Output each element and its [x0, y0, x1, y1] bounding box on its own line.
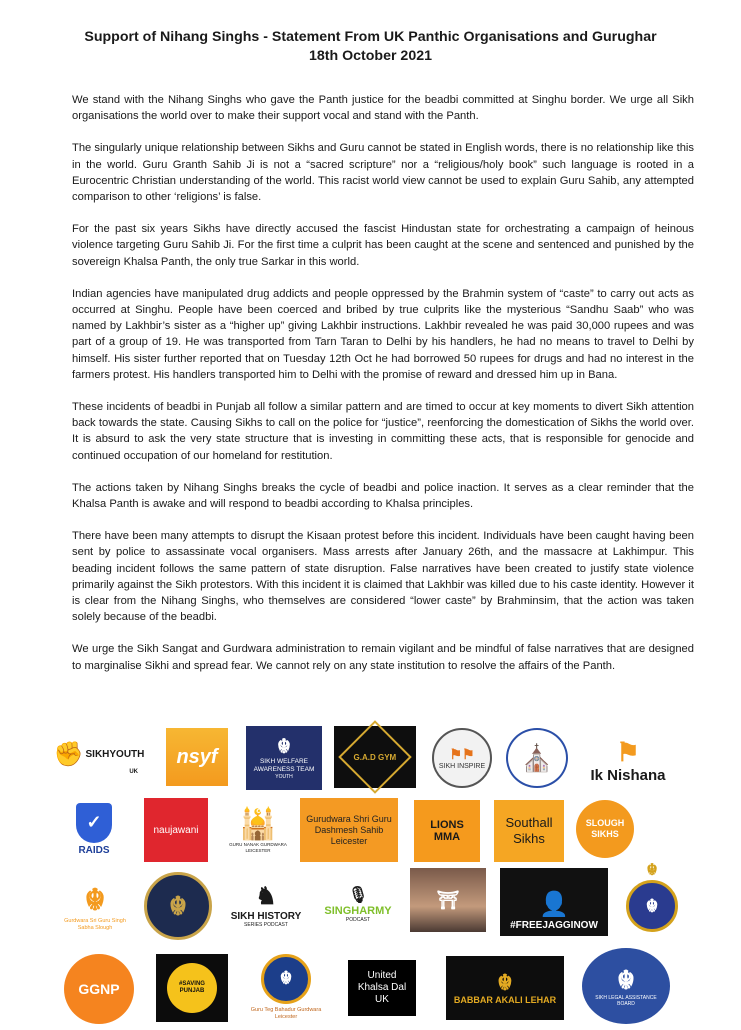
paragraph: There have been many attempts to disrupt the Kisaan protest before this incident. Individuals have been caught having been sent by police to assassinate vocal organisers. Mass arrests after January 26th, and the massacre at Lakhimpur. This beading incident follows the same pattern of state disruption. False narratives have been created to justify state violence primarily against the Sikh protestors. With this incident it is claimed that Lakhbir was killed due to his caste identity. However it is clear from the Nihang Singhs, who themselves are considered “lower caste” by Brahminsim, that the action was taken solely because of the beadbi. [72, 530, 694, 624]
logo-gurdwara-emblem [506, 728, 568, 788]
khanda-icon: ☬ [279, 968, 293, 988]
khanda-icon: ☬ [645, 895, 659, 916]
logo-photo-gurdwara [410, 868, 486, 932]
khanda-icon: ☬ [646, 862, 658, 879]
khanda-icon: ☬ [84, 884, 106, 917]
logo-sikh-history: ♞ SIKH HISTORY SERIES PODCAST [230, 882, 302, 928]
logo-sikh-legal-assistance: ☬ SIKH LEGAL ASSISTANCE BOARD [582, 948, 670, 1024]
photo-icon: ⛩ [436, 889, 460, 910]
khanda-icon: ☬ [276, 736, 292, 758]
signatory-logos [53, 724, 690, 1024]
fist-icon: ✊ [53, 740, 84, 768]
microphone-icon: 🎙 [347, 887, 369, 904]
gurdwara-icon: ⛪ [520, 742, 554, 773]
portrait-icon: 👤 [539, 891, 569, 918]
logo-united-khalsa-dal: United Khalsa Dal UK [348, 960, 416, 1016]
logo-ggnp: GGNP [64, 954, 134, 1024]
logo-sikhyouth: ✊ SIKHYOUTH UK [53, 740, 145, 775]
flag-icon: ⚑⚑ [449, 746, 475, 762]
paragraph: We urge the Sikh Sangat and Gurdwara administration to remain vigilant and be mindful of false narratives that are designed to marginalise Sikhi and spread fear. We cannot rely on any state institution to resolve the affairs of the Panth. [72, 643, 694, 672]
logo-raids: ✓ RAIDS [66, 798, 122, 860]
logo-dashmesh-sahib: Gurudwara Shri Guru Dashmesh Sahib Leicester [300, 798, 398, 862]
gurdwara-icon: 🕌 [239, 808, 277, 841]
statement-body [72, 92, 694, 690]
logo-sikh-inspire: ⚑⚑ SIKH INSPIRE [432, 728, 492, 788]
logo-slough-sikhs: SLOUGH SIKHS [570, 794, 640, 864]
logo-southall-sikhs: Southall Sikhs [494, 800, 564, 862]
paragraph: Indian agencies have manipulated drug addicts and people oppressed by the Brahmin system of “caste” to carry out acts as occurred at Singhu. People have been coerced and bribed by true culprits like the mysterious “Sandhu Saab” who was named by Lakhbir’s sister as a “higher up” giving Lakhbir instructions. Lakhbir revealed he was paid 30,000 rupees and was part of a group of 19. He was transported from Tarn Taran to Delhi by his handlers, he had no means to travel to Delhi by himself. His sister further reported that on Tuesday 12th Oct he had borrowed 50 rupees for drugs and had no interest in the farmers protest. His handlers transported him to Delhi with the promise of reward and dressed him up in Bana. [72, 287, 694, 381]
horseman-icon: ♞ [255, 882, 277, 910]
paragraph: These incidents of beadbi in Punjab all follow a similar pattern and are timed to occur at key moments to divert Sikh attention back towards the state. Causing Sikhs to call on the police for “justice”, reenforcing the domestication of Sikhs the world over. It is absurd to ask the very state structure that is investing in committing these acts, that is responsible for genocide and continued occupation of our homeland for restitution. [72, 401, 694, 462]
logo-nsyf: nsyf [166, 728, 228, 786]
title-date: 18th October 2021 [308, 48, 432, 64]
khanda-icon: ☬ [497, 970, 513, 995]
logo-sikh-welfare: ☬ SIKH WELFARE AWARENESS TEAM YOUTH [246, 726, 322, 790]
logo-lions-mma: LIONS MMA [414, 800, 480, 862]
logo-saving-punjab: #SAVING PUNJAB [156, 954, 228, 1022]
paragraph: For the past six years Sikhs have directly accused the fascist Hindustan state for orchestrating a campaign of heinous violence targeting Guru Sahib Ji. For the first time a culprit has been caught at the scene and sentenced and punished by the sovereign Khalsa Panth, the only true Sarkar in this world. [72, 223, 694, 268]
paragraph: We stand with the Nihang Singhs who gave the Panth justice for the beadbi committed at Singhu border. We urge all Sikh organisations the world over to make their support vocal and stand with the Panth. [72, 94, 694, 123]
logo-freejagginow: 👤 #FREEJAGGINOW [500, 868, 608, 936]
logo-gad-gym: G.A.D GYM [334, 726, 416, 788]
logo-singh-army: 🎙 SINGHARMY PODCAST [324, 887, 392, 923]
statement-title [40, 28, 701, 66]
shield-icon: ✓ [76, 803, 112, 843]
khanda-icon: ☬ [168, 890, 188, 921]
nishan-sahib-icon: ⚑ [616, 736, 640, 767]
paragraph: The singularly unique relationship between Sikhs and Guru cannot be stated in English words, there is no relationship like this in the world. Guru Granth Sahib Ji is not a “sacred scripture” nor a “religious/holy book” such language is rooted in a Eurocentric Christian understanding of the world. This racist world view cannot be used to explain Guru Sahib, any attempted comparison to other ‘religions’ is false. [72, 142, 694, 204]
logo-babbar-akali-lehar: ☬ BABBAR AKALI LEHAR [446, 956, 564, 1020]
logo-guru-tegh-bahadur: ☬ Guru Teg Bahadur Gurdwara Leicester [240, 950, 332, 1024]
logo-ik-nishana: ⚑ Ik Nishana [590, 736, 666, 784]
logo-navy-crest [144, 872, 212, 940]
logo-gurdwara-slough: ☬ Gurdwara Sri Guru Singh Sabha Slough [64, 884, 126, 931]
khanda-icon: ☬ [616, 965, 636, 995]
logo-crest-emblem [616, 856, 688, 938]
title-line-1: Support of Nihang Singhs - Statement From UK Panthic Organisations and Gurughar [84, 29, 657, 45]
paragraph: The actions taken by Nihang Singhs breaks the cycle of beadbi and police inaction. It serves as a clear reminder that the Khalsa Panth is awake and will respond to beadbi according to Khalsa principles. [72, 481, 694, 511]
logo-naujawani: naujawani [144, 798, 208, 862]
logo-guru-nanak-gurdwara: 🕌 GURU NANAK GURDWARA LEICESTER [229, 808, 287, 853]
